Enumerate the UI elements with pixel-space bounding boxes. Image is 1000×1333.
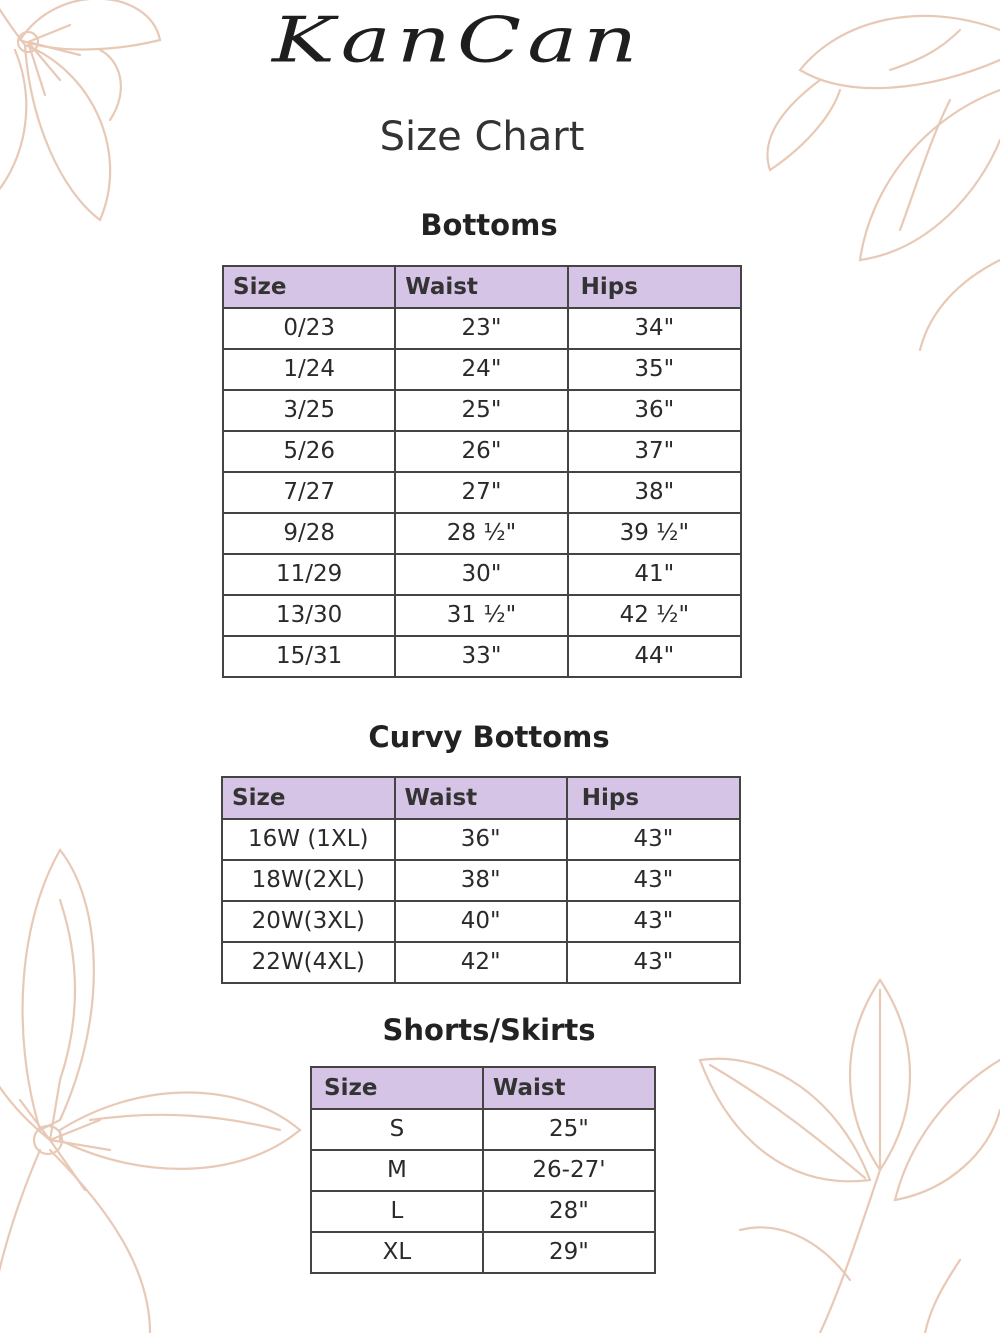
hips-cell: 41" bbox=[568, 554, 741, 595]
table-row bbox=[222, 901, 740, 942]
bottoms-table bbox=[222, 265, 742, 678]
hips-cell: 43" bbox=[567, 860, 740, 901]
table-row bbox=[223, 431, 741, 472]
size-cell: M bbox=[311, 1150, 483, 1191]
top-left-flower-icon bbox=[0, 0, 160, 220]
size-cell: 3/25 bbox=[223, 390, 395, 431]
hips-cell: 44" bbox=[568, 636, 741, 677]
waist-cell: 30" bbox=[395, 554, 567, 595]
hips-cell: 35" bbox=[568, 349, 741, 390]
size-cell: 11/29 bbox=[223, 554, 395, 595]
table-header-row bbox=[222, 777, 740, 819]
waist-cell: 29" bbox=[483, 1232, 655, 1273]
hips-cell: 43" bbox=[567, 819, 740, 860]
size-cell: 15/31 bbox=[223, 636, 395, 677]
waist-cell: 28 ½" bbox=[395, 513, 567, 554]
size-cell: 16W (1XL) bbox=[222, 819, 395, 860]
waist-cell: 26-27' bbox=[483, 1150, 655, 1191]
table-row bbox=[223, 636, 741, 677]
table-row bbox=[223, 554, 741, 595]
table-row bbox=[223, 308, 741, 349]
column-header-hips: Hips bbox=[567, 777, 740, 819]
waist-cell: 23" bbox=[395, 308, 567, 349]
table-row bbox=[311, 1191, 655, 1232]
hips-cell: 43" bbox=[567, 901, 740, 942]
size-cell: 9/28 bbox=[223, 513, 395, 554]
waist-cell: 25" bbox=[483, 1109, 655, 1150]
top-right-flower-icon bbox=[767, 16, 1000, 350]
column-header-waist: Waist bbox=[483, 1067, 655, 1109]
hips-cell: 42 ½" bbox=[568, 595, 741, 636]
waist-cell: 24" bbox=[395, 349, 567, 390]
waist-cell: 31 ½" bbox=[395, 595, 567, 636]
waist-cell: 25" bbox=[395, 390, 567, 431]
table-header-row bbox=[311, 1067, 655, 1109]
section-title-bottoms: Bottoms bbox=[420, 208, 558, 242]
size-cell: 0/23 bbox=[223, 308, 395, 349]
curvy-bottoms-table bbox=[221, 776, 741, 984]
size-cell: 18W(2XL) bbox=[222, 860, 395, 901]
column-header-size: Size bbox=[311, 1067, 483, 1109]
column-header-waist: Waist bbox=[395, 777, 567, 819]
page-subtitle: Size Chart bbox=[379, 114, 585, 160]
table-row bbox=[311, 1109, 655, 1150]
size-cell: L bbox=[311, 1191, 483, 1232]
brand-logo: KanCan bbox=[272, 2, 644, 77]
waist-cell: 26" bbox=[395, 431, 567, 472]
column-header-size: Size bbox=[222, 777, 395, 819]
size-cell: XL bbox=[311, 1232, 483, 1273]
waist-cell: 38" bbox=[395, 860, 567, 901]
size-cell: 7/27 bbox=[223, 472, 395, 513]
hips-cell: 37" bbox=[568, 431, 741, 472]
size-cell: 22W(4XL) bbox=[222, 942, 395, 983]
hips-cell: 34" bbox=[568, 308, 741, 349]
table-row bbox=[311, 1232, 655, 1273]
shorts-skirts-table bbox=[310, 1066, 656, 1274]
table-row bbox=[222, 860, 740, 901]
size-cell: 20W(3XL) bbox=[222, 901, 395, 942]
waist-cell: 36" bbox=[395, 819, 567, 860]
column-header-size: Size bbox=[223, 266, 395, 308]
waist-cell: 27" bbox=[395, 472, 567, 513]
table-row bbox=[311, 1150, 655, 1191]
hips-cell: 38" bbox=[568, 472, 741, 513]
table-row bbox=[223, 595, 741, 636]
size-cell: 5/26 bbox=[223, 431, 395, 472]
hips-cell: 43" bbox=[567, 942, 740, 983]
size-cell: 13/30 bbox=[223, 595, 395, 636]
section-title-curvy-bottoms: Curvy Bottoms bbox=[368, 720, 610, 754]
table-row bbox=[223, 472, 741, 513]
table-header-row bbox=[223, 266, 741, 308]
waist-cell: 28" bbox=[483, 1191, 655, 1232]
column-header-waist: Waist bbox=[395, 266, 567, 308]
table-row bbox=[222, 942, 740, 983]
size-cell: S bbox=[311, 1109, 483, 1150]
table-row bbox=[223, 513, 741, 554]
section-title-shorts-skirts: Shorts/Skirts bbox=[382, 1013, 596, 1047]
table-row bbox=[222, 819, 740, 860]
hips-cell: 36" bbox=[568, 390, 741, 431]
waist-cell: 33" bbox=[395, 636, 567, 677]
waist-cell: 40" bbox=[395, 901, 567, 942]
size-cell: 1/24 bbox=[223, 349, 395, 390]
table-row bbox=[223, 349, 741, 390]
hips-cell: 39 ½" bbox=[568, 513, 741, 554]
column-header-hips: Hips bbox=[568, 266, 741, 308]
table-row bbox=[223, 390, 741, 431]
waist-cell: 42" bbox=[395, 942, 567, 983]
